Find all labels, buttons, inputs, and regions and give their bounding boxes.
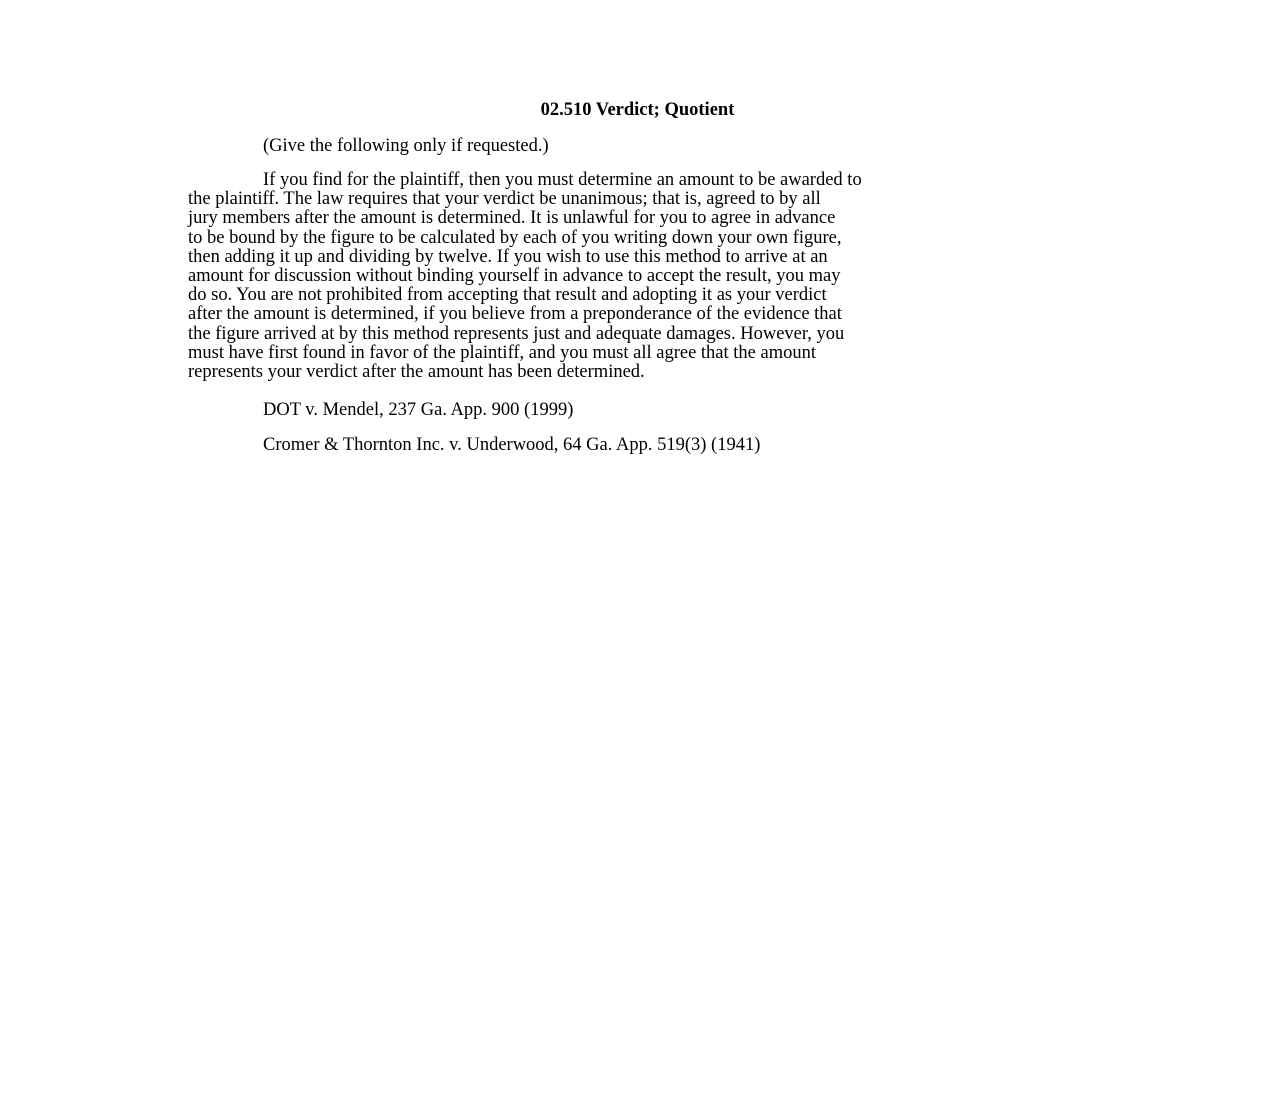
paragraph-line: represents your verdict after the amount has been determined. (188, 361, 645, 382)
paragraph-line: to be bound by the figure to be calculated by each of you writing down your own figure, (188, 227, 842, 248)
paragraph-line: do so. You are not prohibited from accepting that result and adopting it as your verdict (188, 285, 827, 306)
paragraph-line: must have first found in favor of the plaintiff, and you must all agree that the amount (188, 342, 816, 363)
citation-dot-v-mendel: DOT v. Mendel, 237 Ga. App. 900 (1999) (263, 400, 574, 420)
jury-instruction-paragraph (188, 171, 1078, 382)
paragraph-line: jury members after the amount is determined. It is unlawful for you to agree in advance (188, 208, 836, 229)
citation-cromer-v-underwood: Cromer & Thornton Inc. v. Underwood, 64 Ga. App. 519(3) (1941) (263, 435, 761, 455)
paragraph-line: then adding it up and dividing by twelve. If you wish to use this method to arrive at an (188, 246, 828, 267)
section-title: 02.510 Verdict; Quotient (540, 100, 735, 120)
paragraph-line: the figure arrived at by this method represents just and adequate damages. However, you (188, 323, 845, 344)
instruction-note: (Give the following only if requested.) (263, 136, 549, 156)
paragraph-line: If you find for the plaintiff, then you must determine an amount to be awarded to (263, 170, 862, 190)
paragraph-line: after the amount is determined, if you believe from a preponderance of the evidence that (188, 304, 842, 325)
paragraph-line: the plaintiff. The law requires that your verdict be unanimous; that is, agreed to by all (188, 189, 821, 210)
paragraph-line: amount for discussion without binding yourself in advance to accept the result, you may (188, 265, 841, 286)
